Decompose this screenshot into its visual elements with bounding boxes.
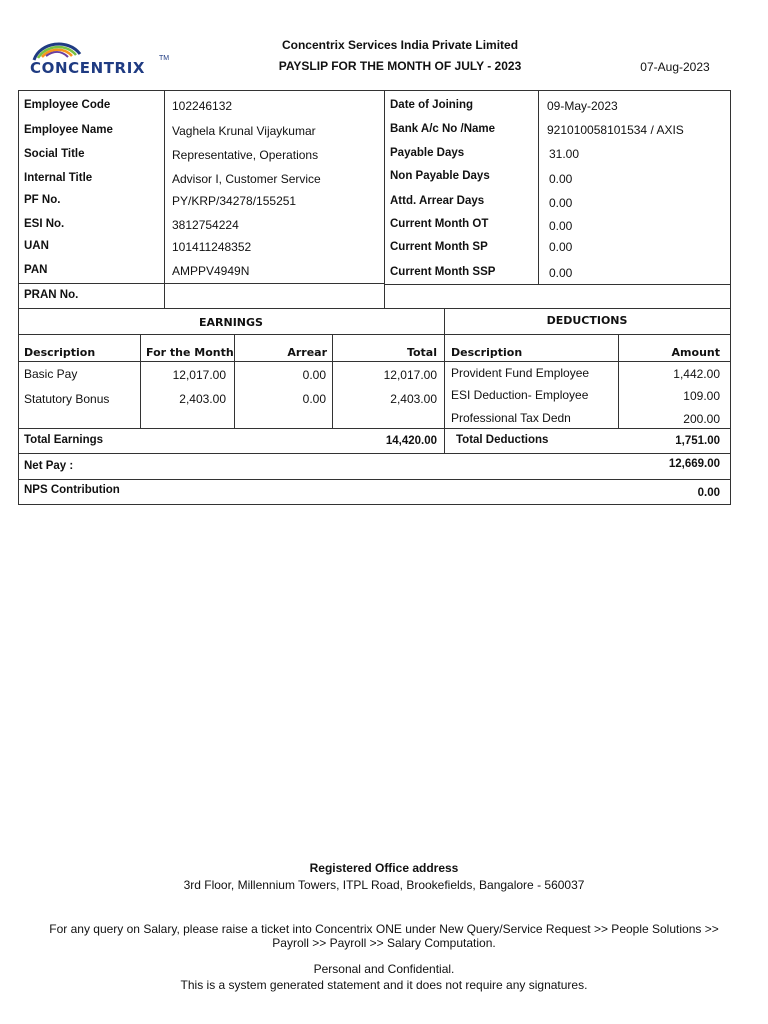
salary-query-note: For any query on Salary, please raise a ticket into Concentrix ONE under New Query/Service Request >> People Solutions >> [49, 922, 719, 936]
label-social-title: Social Title [24, 148, 85, 160]
earning-row-total: 12,017.00 [383, 368, 437, 382]
earning-row-arrear: 0.00 [302, 368, 326, 382]
net-pay-value: 12,669.00 [668, 458, 720, 470]
value-employee-code: 102246132 [172, 99, 233, 113]
deduction-row-description: ESI Deduction- Employee [451, 388, 589, 402]
label-current-month-ot: Current Month OT [390, 218, 489, 230]
value-date-of-joining: 09-May-2023 [547, 99, 618, 113]
total-deductions-value: 1,751.00 [675, 435, 720, 447]
earning-row-month: 2,403.00 [179, 392, 226, 406]
deduction-row-description: Provident Fund Employee [451, 366, 590, 380]
earning-row-arrear: 0.00 [302, 392, 326, 406]
value-esi-no: 3812754224 [172, 218, 239, 232]
value-social-title: Representative, Operations [172, 148, 319, 162]
value-bank-account: 921010058101534 / AXIS [547, 123, 684, 137]
label-internal-title: Internal Title [24, 172, 93, 184]
value-current-month-sp: 0.00 [549, 240, 573, 254]
earning-row-description: Statutory Bonus [24, 392, 110, 406]
label-pf-no: PF No. [24, 194, 61, 206]
label-uan: UAN [24, 240, 49, 252]
earning-row-month: 12,017.00 [172, 368, 226, 382]
earnings-col-month: For the Month [146, 346, 234, 359]
label-current-month-sp: Current Month SP [390, 241, 488, 253]
deductions-col-description: Description [451, 346, 523, 359]
label-bank-account: Bank A/c No /Name [390, 123, 496, 135]
earnings-heading: EARNINGS [199, 316, 263, 329]
value-non-payable-days: 0.00 [549, 172, 573, 186]
deductions-col-amount: Amount [671, 346, 720, 359]
total-earnings-value: 14,420.00 [385, 435, 437, 447]
label-employee-code: Employee Code [24, 99, 111, 111]
salary-query-note-path: Payroll >> Payroll >> Salary Computation. [272, 936, 496, 950]
registered-office-heading: Registered Office address [309, 861, 459, 875]
deduction-row-description: Professional Tax Dedn [451, 411, 571, 425]
label-non-payable-days: Non Payable Days [390, 170, 490, 182]
logo-text: CONCENTRIX [30, 59, 146, 77]
label-payable-days: Payable Days [390, 147, 465, 159]
value-current-month-ot: 0.00 [549, 219, 573, 233]
label-current-month-ssp: Current Month SSP [390, 266, 496, 278]
label-pan: PAN [24, 264, 48, 276]
total-earnings-label: Total Earnings [24, 434, 104, 446]
label-pran-no: PRAN No. [24, 289, 79, 301]
system-generated-note: This is a system generated statement and it does not require any signatures. [180, 978, 588, 992]
value-employee-name: Vaghela Krunal Vijaykumar [172, 124, 316, 138]
label-esi-no: ESI No. [24, 218, 65, 230]
label-employee-name: Employee Name [24, 124, 113, 136]
earning-row-total: 2,403.00 [390, 392, 437, 406]
nps-contribution-label: NPS Contribution [24, 484, 120, 496]
registered-office-address: 3rd Floor, Millennium Towers, ITPL Road, Brookefields, Bangalore - 560037 [183, 878, 585, 892]
nps-contribution-value: 0.00 [697, 487, 720, 499]
value-pf-no: PY/KRP/34278/155251 [172, 194, 297, 208]
payslip-title: PAYSLIP FOR THE MONTH OF JULY - 2023 [278, 59, 522, 73]
net-pay-label: Net Pay : [24, 460, 74, 472]
earnings-col-total: Total [406, 346, 437, 359]
earning-row-description: Basic Pay [24, 367, 78, 381]
value-payable-days: 31.00 [549, 147, 580, 161]
deductions-heading: DEDUCTIONS [546, 314, 628, 327]
label-attd-arrear-days: Attd. Arrear Days [390, 195, 485, 207]
deduction-row-amount: 109.00 [683, 389, 720, 403]
value-current-month-ssp: 0.00 [549, 266, 573, 280]
confidential-note: Personal and Confidential. [313, 962, 455, 976]
total-deductions-label: Total Deductions [456, 434, 549, 446]
value-pan: AMPPV4949N [172, 264, 250, 278]
earnings-col-arrear: Arrear [287, 346, 327, 359]
logo-trademark: TM [159, 55, 170, 62]
value-internal-title: Advisor I, Customer Service [172, 172, 321, 186]
earnings-col-description: Description [24, 346, 96, 359]
value-uan: 101411248352 [172, 240, 252, 254]
deduction-row-amount: 1,442.00 [673, 367, 720, 381]
deduction-row-amount: 200.00 [683, 412, 720, 426]
label-date-of-joining: Date of Joining [390, 99, 474, 111]
company-name: Concentrix Services India Private Limited [281, 38, 519, 52]
print-date: 07-Aug-2023 [640, 60, 710, 74]
value-attd-arrear-days: 0.00 [549, 196, 573, 210]
